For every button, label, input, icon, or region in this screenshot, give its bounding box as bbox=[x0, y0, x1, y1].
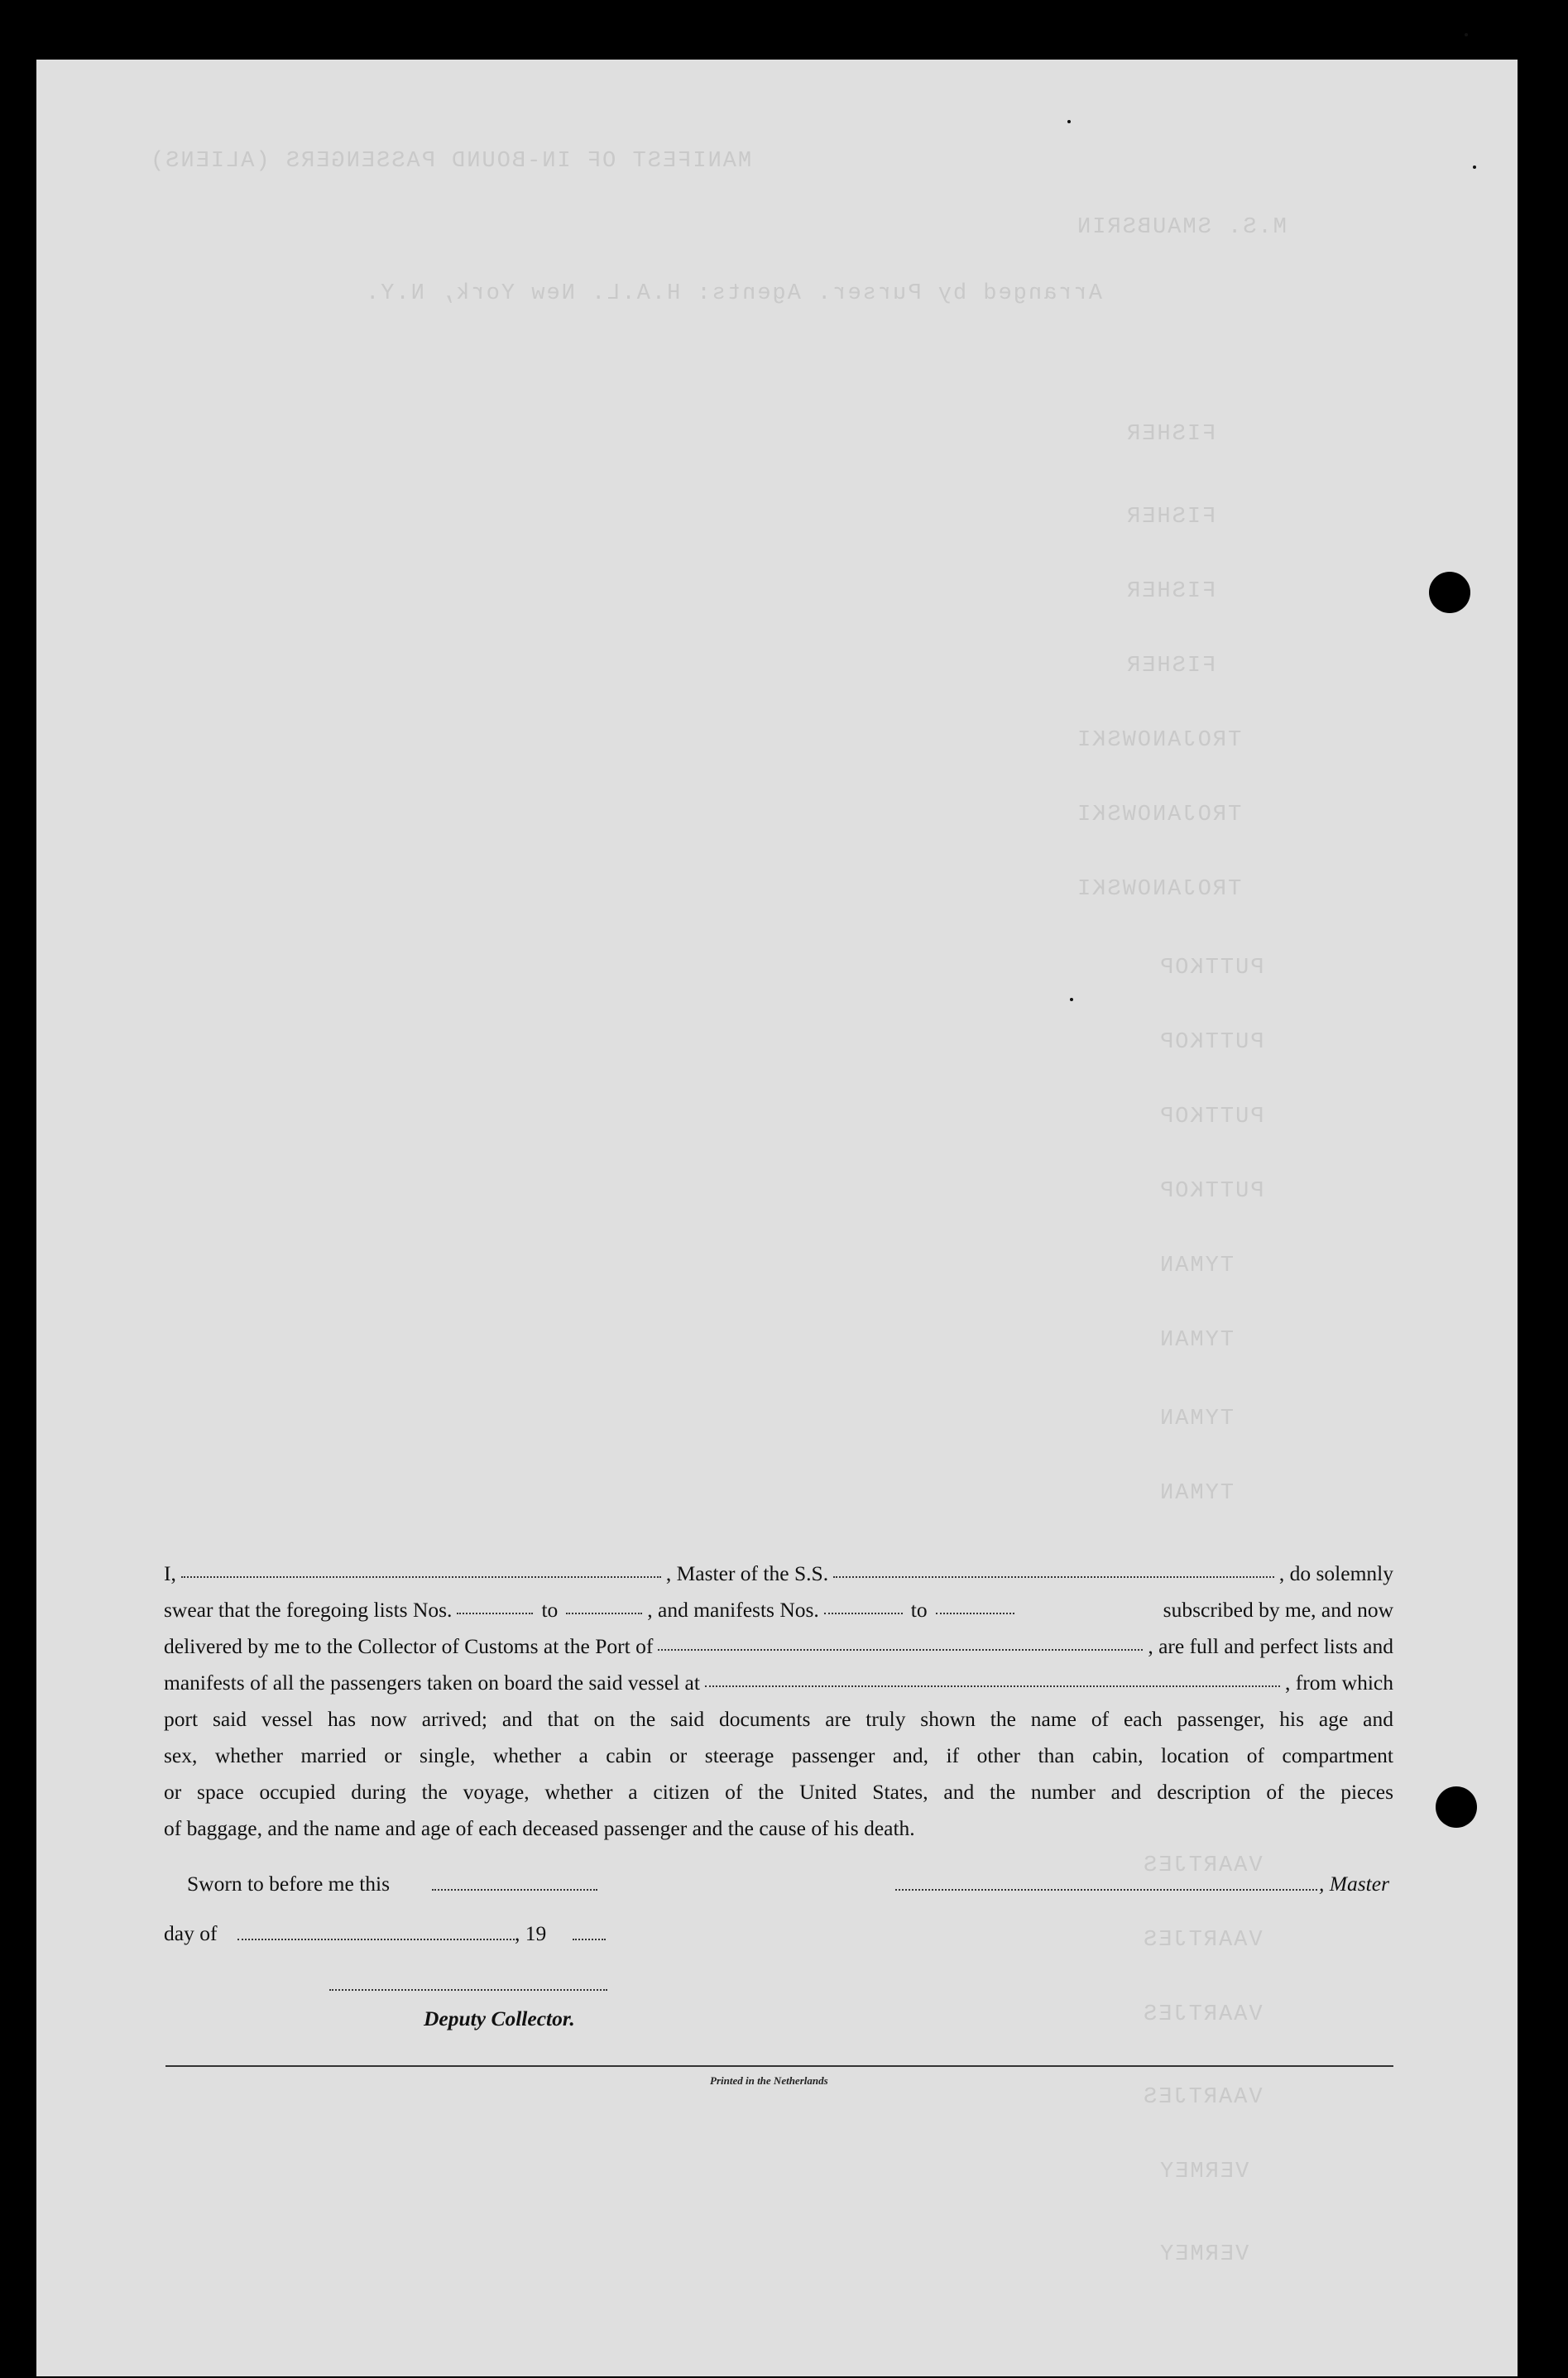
oath-text: subscribed by me, and now bbox=[1163, 1598, 1393, 1622]
oath-text: to bbox=[910, 1598, 928, 1622]
oath-line-4 bbox=[164, 1665, 1393, 1701]
punch-hole-bottom bbox=[1436, 1786, 1477, 1828]
oath-text: swear that the foregoing lists Nos. bbox=[164, 1598, 453, 1622]
oath-line-3 bbox=[164, 1628, 1393, 1665]
port-of-departure-field bbox=[705, 1685, 1280, 1687]
year-field bbox=[573, 1939, 606, 1940]
master-name-field bbox=[181, 1576, 661, 1578]
deputy-signature-field bbox=[329, 1989, 607, 1991]
oath-text: delivered by me to the Collector of Customs at the Port of bbox=[164, 1634, 654, 1658]
oath-line-8: of baggage, and the name and age of each deceased passenger and the cause of his death. bbox=[164, 1816, 915, 1840]
oath-text: , are full and perfect lists and bbox=[1148, 1634, 1393, 1658]
sworn-label: Sworn to before me this bbox=[187, 1872, 391, 1896]
manifest-no-to-field bbox=[936, 1613, 1014, 1614]
oath-statement bbox=[164, 1556, 1393, 1847]
manifest-sheet bbox=[36, 60, 1518, 2376]
day-of-field bbox=[237, 1939, 515, 1940]
sworn-date-field bbox=[432, 1889, 597, 1891]
oath-text: I, bbox=[164, 1561, 176, 1585]
deputy-collector-label: Deputy Collector. bbox=[424, 2006, 575, 2030]
oath-text: , do solemnly bbox=[1278, 1561, 1393, 1585]
manifest-no-from-field bbox=[824, 1613, 903, 1614]
oath-text: , Master of the S.S. bbox=[665, 1561, 829, 1585]
master-label bbox=[1319, 1872, 1389, 1896]
oath-text: manifests of all the passengers taken on board the said vessel at bbox=[164, 1671, 700, 1695]
speck bbox=[1465, 33, 1468, 36]
oath-line-7: or space occupied during the voyage, whether a citizen of the United States, and the number and description of the pieces bbox=[164, 1780, 1393, 1804]
oath-text: , from which bbox=[1284, 1671, 1393, 1695]
oath-text: to bbox=[541, 1598, 559, 1622]
master-signature-field bbox=[895, 1889, 1317, 1891]
day-of-label: day of bbox=[164, 1921, 218, 1945]
printed-in-netherlands: Printed in the Netherlands bbox=[710, 2074, 828, 2087]
ship-name-field bbox=[833, 1576, 1274, 1578]
year-label: , 19 bbox=[515, 1921, 547, 1945]
oath-line-6: sex, whether married or single, whether a cabin or steerage passenger and, if other than cabin, location of compartment bbox=[164, 1743, 1393, 1767]
oath-line-1 bbox=[164, 1556, 1393, 1592]
speck bbox=[1070, 998, 1073, 1001]
footer-rule bbox=[165, 2065, 1393, 2067]
speck bbox=[1473, 165, 1476, 169]
oath-line-5: port said vessel has now arrived; and that on the said documents are truly shown the name of each passenger, his age and bbox=[164, 1707, 1393, 1731]
list-no-to-field bbox=[566, 1613, 642, 1614]
oath-text: , and manifests Nos. bbox=[647, 1598, 819, 1622]
oath-line-2 bbox=[164, 1592, 1393, 1628]
punch-hole-top bbox=[1429, 572, 1470, 613]
master-text: , Master bbox=[1319, 1872, 1389, 1896]
speck bbox=[1067, 120, 1071, 123]
list-no-from-field bbox=[457, 1613, 533, 1614]
port-of-arrival-field bbox=[658, 1649, 1143, 1651]
